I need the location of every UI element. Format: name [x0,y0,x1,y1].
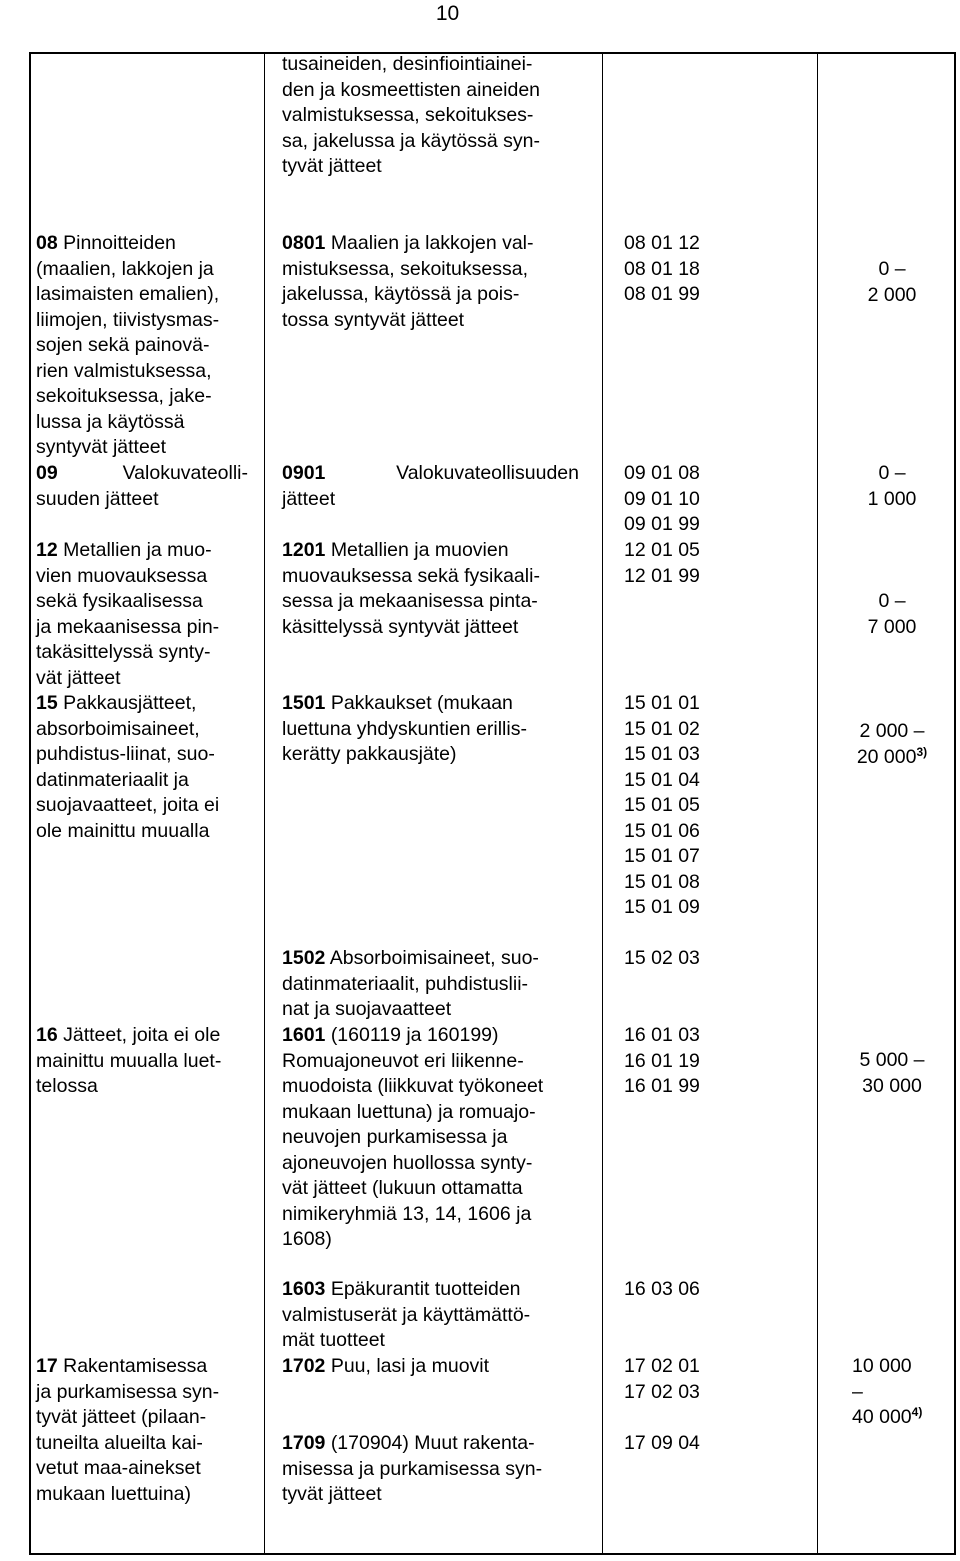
range-16: 5 000 – 30 000 [859,1049,925,1097]
codes-1501: 15 01 01 15 01 02 15 01 03 15 01 04 15 01 05 15 01 06 15 01 07 15 01 08 15 01 09 [624,692,700,918]
group-15: 15 Pakkausjätteet, absorboimisaineet, puhdistus-liinat, suo- datinmateriaalit ja suojavaatteet, joita ei ole mainittu muualla [36,692,220,842]
range-17: 10 000 – 40 000$^{4)}$ [852,1355,923,1428]
intro-text: tusaineiden, desinfiointiainei- den ja kosmeettisten aineiden valmistuksessa, sekoitukses- sa, jakelussa ja käytössä syn- tyvät jätteet [282,53,541,177]
range-12: 0 – 7 000 [867,590,917,638]
subgroup-1501: 1501 Pakkaukset (mukaan luettuna yhdyskuntien erillis- kerätty pakkausjäte) [282,692,527,765]
column-divider [264,52,265,1555]
subgroup-1603: 1603 Epäkurantit tuotteiden valmistuserät ja käyttämättö- mät tuotteet [282,1278,531,1351]
codes-0901: 09 01 08 09 01 10 09 01 99 [624,462,700,535]
range-15: 2 000 – 20 000$^{3)}$ [856,720,928,768]
codes-1709: 17 09 04 [624,1432,700,1454]
subgroup-0901: 0901 Valokuvateollisuuden jätteet [282,462,579,510]
subgroup-0801: 0801 Maalien ja lakkojen val- mistuksessa, sekoituksessa, jakelussa, käytössä ja pois- tossa syntyvät jätteet [282,232,534,331]
footnote-ref: 3) [916,744,928,759]
subgroup-1502: 1502 Absorboimisaineet, suo- datinmateriaalit, puhdistuslii- nat ja suojavaatteet [282,947,539,1020]
range-08: 0 – 2 000 [867,258,917,306]
page-number: 10 [435,2,460,25]
group-17: 17 Rakentamisessa ja purkamisessa syn- tyvät jätteet (pilaan- tuneilta alueilta kai- vetut maa-ainekset mukaan luettuina) [36,1355,220,1505]
subgroup-1709: 1709 (170904) Muut rakenta- misessa ja purkamisessa syn- tyvät jätteet [282,1432,543,1505]
subgroup-1201: 1201 Metallien ja muovien muovauksessa sekä fysikaali- sessa ja mekaanisessa pinta- käsittelyssä syntyvät jätteet [282,539,540,638]
codes-1502: 15 02 03 [624,947,700,969]
group-16: 16 Jätteet, joita ei ole mainittu muualla luet- telossa [36,1024,222,1097]
range-09: 0 – 1 000 [867,462,917,510]
group-09: 09 Valokuvateolli- suuden jätteet [36,462,248,510]
column-divider [817,52,818,1555]
codes-1702: 17 02 01 17 02 03 [624,1355,700,1403]
column-divider [602,52,603,1555]
codes-0801: 08 01 12 08 01 18 08 01 99 [624,232,700,305]
codes-1201: 12 01 05 12 01 99 [624,539,700,587]
codes-1603: 16 03 06 [624,1278,700,1300]
group-08: 08 Pinnoitteiden (maalien, lakkojen ja lasimaisten emalien), liimojen, tiivistysmas- sojen sekä painovä- rien valmistuksessa, sekoituksessa, jake- lussa ja käytössä syntyvät jätteet [36,232,220,458]
group-12: 12 Metallien ja muo- vien muovauksessa sekä fysikaalisessa ja mekaanisessa pin- takäsittelyssä synty- vät jätteet [36,539,220,689]
footnote-ref: 4) [911,1405,923,1419]
codes-1601: 16 01 03 16 01 19 16 01 99 [624,1024,700,1097]
subgroup-1601: 1601 (160119 ja 160199) Romuajoneuvot eri liikenne- muodoista (liikkuvat työkoneet mukaan luettuna) ja romuajo- neuvojen purkamisessa ja ajoneuvojen huollossa synty- vät jätteet (lukuun ottamatta nimikeryhmiä 13, 14, 1606 ja 1608) [282,1024,544,1250]
subgroup-1702: 1702 Puu, lasi ja muovit [282,1355,490,1377]
